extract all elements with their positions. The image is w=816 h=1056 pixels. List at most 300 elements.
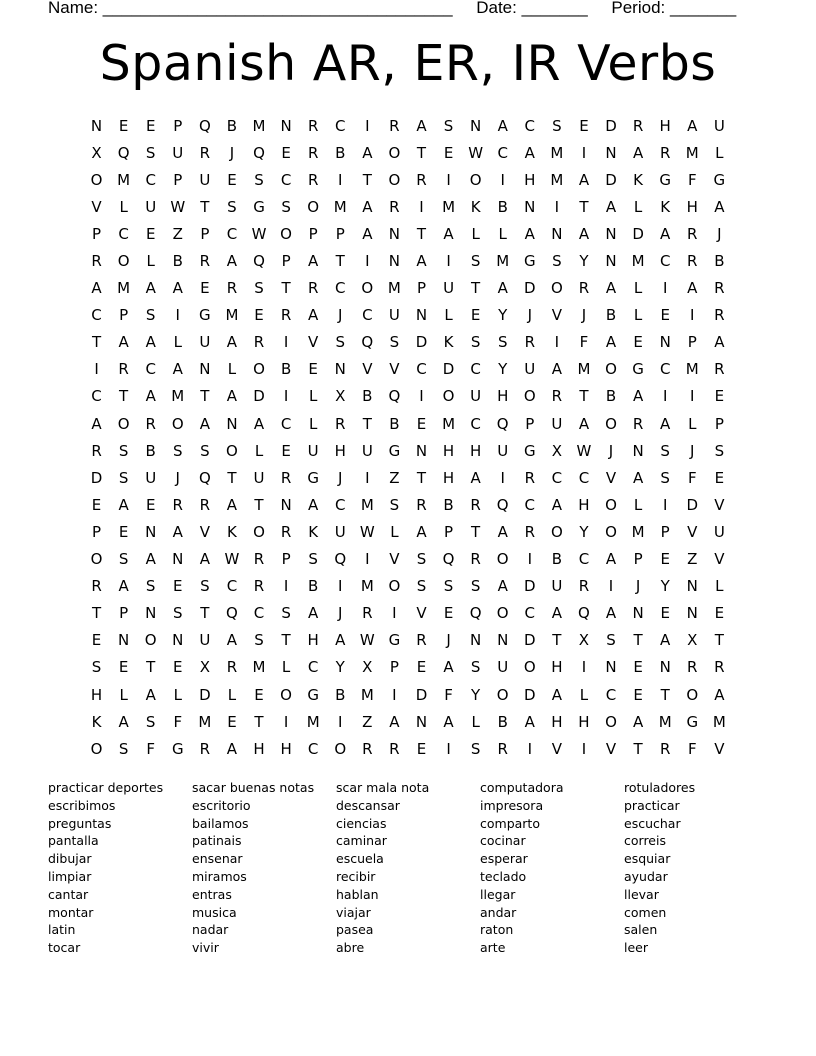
grid-letter: N xyxy=(172,550,184,569)
grid-letter: G xyxy=(307,685,319,704)
word-item: limpiar xyxy=(48,868,92,884)
grid-letter: Q xyxy=(578,604,590,623)
grid-letter: I xyxy=(392,685,397,704)
grid-letter: E xyxy=(416,658,427,677)
grid-letter: T xyxy=(200,387,210,406)
grid-letter: T xyxy=(416,224,427,243)
grid-letter: T xyxy=(119,387,129,406)
grid-letter: I xyxy=(446,170,451,189)
grid-letter: Q xyxy=(198,468,211,487)
grid-letter: R xyxy=(226,658,238,677)
grid-letter: P xyxy=(200,224,210,243)
grid-letter: U xyxy=(334,522,346,541)
grid-letter: A xyxy=(226,333,238,352)
grid-letter: J xyxy=(717,224,722,243)
grid-letter: C xyxy=(551,468,563,487)
grid-letter: A xyxy=(524,224,535,243)
grid-letter: H xyxy=(551,712,563,731)
grid-row xyxy=(83,275,733,302)
word-item: comen xyxy=(624,904,667,920)
grid-letter: Y xyxy=(579,252,589,271)
word-item: practicar xyxy=(624,797,680,813)
grid-letter: R xyxy=(362,604,373,623)
grid-letter: S xyxy=(416,577,427,596)
grid-letter: S xyxy=(606,631,616,650)
grid-letter: A xyxy=(199,414,210,433)
grid-letter: R xyxy=(91,577,102,596)
grid-letter: L xyxy=(173,685,182,704)
grid-letter: A xyxy=(443,224,454,243)
grid-letter: S xyxy=(470,739,481,758)
grid-letter: U xyxy=(172,143,184,162)
grid-letter: X xyxy=(91,143,102,162)
grid-letter: J xyxy=(527,306,532,325)
grid-letter: S xyxy=(660,468,670,487)
grid-letter: R xyxy=(307,279,319,298)
grid-letter: P xyxy=(444,522,454,541)
grid-letter: S xyxy=(281,197,291,216)
grid-row xyxy=(83,193,733,220)
grid-letter: S xyxy=(254,279,264,298)
grid-letter: B xyxy=(280,360,292,379)
grid-letter: S xyxy=(145,577,156,596)
grid-letter: G xyxy=(199,306,211,325)
word-item: correis xyxy=(624,833,666,849)
grid-letter: L xyxy=(471,224,480,243)
grid-row xyxy=(83,627,733,654)
grid-letter: F xyxy=(579,333,589,352)
grid-letter: M xyxy=(360,495,374,514)
grid-letter: C xyxy=(578,468,590,487)
grid-letter: I xyxy=(365,550,370,569)
grid-letter: N xyxy=(605,143,617,162)
grid-letter: B xyxy=(145,441,156,460)
grid-letter: E xyxy=(579,116,589,135)
grid-letter: S xyxy=(118,739,129,758)
grid-letter: S xyxy=(552,252,562,271)
grid-letter: C xyxy=(253,604,265,623)
grid-letter: V xyxy=(714,739,725,758)
word-bank xyxy=(48,779,768,957)
word-item: llegar xyxy=(480,886,516,902)
grid-letter: L xyxy=(633,197,643,216)
grid-letter: B xyxy=(714,252,725,271)
grid-letter: J xyxy=(175,468,180,487)
word-item: entras xyxy=(192,886,232,902)
word-item: musica xyxy=(192,904,237,920)
grid-letter: S xyxy=(173,604,183,623)
grid-letter: X xyxy=(551,441,562,460)
grid-letter: W xyxy=(576,441,592,460)
grid-letter: N xyxy=(415,306,428,325)
grid-letter: E xyxy=(416,739,427,758)
grid-letter: H xyxy=(686,197,698,216)
grid-letter: Z xyxy=(362,712,373,731)
grid-letter: A xyxy=(172,522,183,541)
grid-letter: N xyxy=(415,441,428,460)
grid-letter: C xyxy=(416,360,427,379)
grid-letter: N xyxy=(686,604,698,623)
grid-row xyxy=(83,112,733,139)
grid-letter: P xyxy=(173,116,183,135)
grid-letter: Z xyxy=(389,468,400,487)
word-column xyxy=(192,779,336,957)
grid-letter: N xyxy=(632,604,644,623)
grid-letter: I xyxy=(365,116,370,135)
grid-letter: C xyxy=(524,604,536,623)
grid-letter: R xyxy=(687,224,698,243)
grid-letter: S xyxy=(335,333,345,352)
grid-letter: P xyxy=(119,604,129,623)
grid-letter: G xyxy=(686,712,699,731)
grid-letter: A xyxy=(416,252,427,271)
grid-letter: Q xyxy=(253,252,265,271)
grid-letter: E xyxy=(254,306,264,325)
grid-letter: C xyxy=(307,658,319,677)
grid-letter: U xyxy=(253,468,265,487)
grid-letter: R xyxy=(578,577,590,596)
grid-letter: A xyxy=(660,414,671,433)
grid-letter: S xyxy=(389,333,400,352)
grid-letter: D xyxy=(605,116,617,135)
word-item: miramos xyxy=(192,868,247,884)
grid-letter: R xyxy=(578,279,590,298)
grid-letter: H xyxy=(469,441,482,460)
grid-letter: C xyxy=(497,143,508,162)
grid-letter: M xyxy=(252,658,266,677)
grid-letter: X xyxy=(335,387,346,406)
grid-letter: M xyxy=(685,360,699,379)
grid-row xyxy=(83,139,733,166)
grid-letter: E xyxy=(145,116,156,135)
grid-letter: A xyxy=(660,631,671,650)
grid-letter: O xyxy=(442,387,455,406)
grid-letter: Q xyxy=(253,143,265,162)
grid-letter: D xyxy=(632,224,644,243)
grid-letter: R xyxy=(416,631,427,650)
grid-letter: B xyxy=(605,306,617,325)
grid-letter: T xyxy=(281,279,291,298)
grid-row xyxy=(83,302,733,329)
grid-letter: I xyxy=(662,279,668,298)
grid-letter: J xyxy=(635,577,641,596)
grid-letter: W xyxy=(170,197,186,216)
word-item: comparto xyxy=(480,815,540,831)
grid-letter: P xyxy=(525,414,535,433)
grid-letter: V xyxy=(308,333,319,352)
grid-letter: N xyxy=(415,712,428,731)
grid-letter: I xyxy=(419,387,424,406)
word-column xyxy=(48,779,192,957)
grid-letter: C xyxy=(470,414,481,433)
grid-letter: A xyxy=(632,143,644,162)
grid-letter: O xyxy=(605,522,617,541)
grid-letter: R xyxy=(280,468,292,487)
grid-letter: I xyxy=(581,739,587,758)
grid-letter: N xyxy=(524,197,536,216)
grid-letter: S xyxy=(443,116,454,135)
word-item: ensenar xyxy=(192,851,243,867)
grid-letter: V xyxy=(91,197,102,216)
grid-letter: P xyxy=(660,522,670,541)
grid-letter: A xyxy=(91,279,102,298)
grid-letter: U xyxy=(361,441,373,460)
grid-letter: Q xyxy=(117,143,130,162)
grid-letter: E xyxy=(660,604,670,623)
grid-letter: R xyxy=(280,522,292,541)
grid-letter: I xyxy=(283,387,289,406)
grid-letter: E xyxy=(714,387,725,406)
grid-letter: R xyxy=(91,252,102,271)
grid-letter: B xyxy=(226,116,238,135)
grid-letter: O xyxy=(605,712,617,731)
grid-letter: A xyxy=(551,604,562,623)
grid-letter: T xyxy=(91,604,102,623)
grid-letter: R xyxy=(632,116,644,135)
grid-letter: T xyxy=(362,414,372,433)
grid-letter: S xyxy=(552,116,562,135)
grid-letter: I xyxy=(690,387,695,406)
grid-letter: I xyxy=(527,550,532,569)
word-item: recibir xyxy=(336,868,376,884)
grid-letter: P xyxy=(173,170,183,189)
grid-letter: C xyxy=(91,306,102,325)
grid-letter: H xyxy=(659,116,671,135)
grid-letter: P xyxy=(92,522,102,541)
word-item: llevar xyxy=(624,886,659,902)
grid-letter: R xyxy=(389,739,400,758)
grid-letter: O xyxy=(388,577,401,596)
grid-letter: E xyxy=(308,360,318,379)
grid-row xyxy=(83,735,733,762)
grid-letter: V xyxy=(389,550,400,569)
grid-letter: L xyxy=(146,252,155,271)
grid-letter: O xyxy=(144,631,157,650)
grid-letter: I xyxy=(662,495,668,514)
grid-letter: X xyxy=(199,658,210,677)
grid-letter: K xyxy=(443,333,454,352)
grid-letter: M xyxy=(252,116,266,135)
grid-letter: L xyxy=(119,197,128,216)
grid-letter: J xyxy=(338,468,343,487)
grid-letter: V xyxy=(551,739,562,758)
grid-letter: C xyxy=(145,360,156,379)
grid-letter: L xyxy=(633,306,643,325)
grid-letter: D xyxy=(90,468,103,487)
grid-letter: N xyxy=(118,631,130,650)
word-item: esquiar xyxy=(624,851,671,867)
grid-letter: U xyxy=(199,170,211,189)
grid-letter: H xyxy=(551,658,563,677)
word-column xyxy=(624,779,768,957)
grid-letter: I xyxy=(419,197,424,216)
grid-letter: R xyxy=(416,495,427,514)
grid-letter: S xyxy=(145,306,156,325)
word-item: escuchar xyxy=(624,815,681,831)
grid-letter: S xyxy=(443,577,454,596)
grid-letter: M xyxy=(631,522,645,541)
grid-letter: P xyxy=(687,333,697,352)
grid-letter: F xyxy=(687,739,697,758)
grid-letter: R xyxy=(524,333,535,352)
grid-letter: P xyxy=(92,224,102,243)
grid-letter: A xyxy=(524,712,535,731)
grid-letter: R xyxy=(280,306,292,325)
grid-letter: E xyxy=(227,170,237,189)
grid-letter: B xyxy=(605,387,617,406)
grid-letter: K xyxy=(91,712,102,731)
grid-letter: S xyxy=(416,550,427,569)
grid-letter: J xyxy=(229,143,235,162)
grid-row xyxy=(83,383,733,410)
grid-letter: R xyxy=(253,550,265,569)
grid-letter: O xyxy=(117,252,130,271)
grid-letter: R xyxy=(524,522,535,541)
grid-letter: A xyxy=(497,577,508,596)
grid-letter: B xyxy=(443,495,454,514)
word-item: leer xyxy=(624,940,648,956)
grid-letter: F xyxy=(444,685,453,704)
grid-letter: C xyxy=(118,224,129,243)
grid-letter: E xyxy=(254,685,264,704)
grid-letter: S xyxy=(281,604,291,623)
grid-letter: P xyxy=(308,224,318,243)
grid-letter: D xyxy=(524,577,536,596)
grid-letter: I xyxy=(581,658,587,677)
grid-letter: C xyxy=(470,360,481,379)
grid-letter: P xyxy=(633,550,643,569)
grid-letter: O xyxy=(550,522,563,541)
word-item: descansar xyxy=(336,797,400,813)
grid-letter: I xyxy=(500,170,505,189)
grid-letter: L xyxy=(444,306,453,325)
grid-letter: P xyxy=(335,224,345,243)
grid-letter: Y xyxy=(660,577,670,596)
grid-letter: A xyxy=(578,414,590,433)
grid-letter: A xyxy=(551,495,562,514)
grid-letter: V xyxy=(605,468,617,487)
grid-letter: J xyxy=(338,306,343,325)
grid-letter: J xyxy=(338,604,343,623)
grid-letter: E xyxy=(443,143,454,162)
grid-letter: G xyxy=(523,441,536,460)
grid-letter: I xyxy=(175,306,180,325)
grid-letter: U xyxy=(551,414,563,433)
grid-letter: S xyxy=(254,170,264,189)
grid-letter: T xyxy=(633,631,643,650)
grid-letter: P xyxy=(281,550,291,569)
grid-letter: T xyxy=(633,739,643,758)
grid-letter: M xyxy=(496,252,510,271)
grid-letter: N xyxy=(551,224,563,243)
grid-letter: T xyxy=(200,197,210,216)
grid-letter: A xyxy=(226,631,238,650)
grid-letter: O xyxy=(388,143,401,162)
grid-letter: M xyxy=(117,170,131,189)
grid-letter: T xyxy=(660,685,670,704)
grid-letter: N xyxy=(605,224,617,243)
grid-row xyxy=(83,708,733,735)
grid-letter: L xyxy=(715,143,724,162)
grid-letter: Y xyxy=(498,360,508,379)
grid-letter: X xyxy=(362,658,373,677)
grid-letter: C xyxy=(280,414,292,433)
grid-row xyxy=(83,600,733,627)
grid-letter: T xyxy=(281,631,291,650)
grid-letter: O xyxy=(253,360,265,379)
word-item: cantar xyxy=(48,886,89,902)
grid-letter: M xyxy=(117,279,131,298)
grid-letter: A xyxy=(605,197,617,216)
grid-row xyxy=(83,573,733,600)
grid-letter: I xyxy=(690,306,695,325)
grid-letter: A xyxy=(389,712,400,731)
grid-letter: P xyxy=(714,414,724,433)
grid-letter: E xyxy=(633,685,643,704)
grid-letter: P xyxy=(389,658,399,677)
grid-letter: S xyxy=(118,550,129,569)
grid-letter: L xyxy=(308,387,318,406)
grid-letter: T xyxy=(254,712,264,731)
grid-letter: R xyxy=(659,143,671,162)
grid-letter: D xyxy=(415,685,428,704)
grid-letter: B xyxy=(362,387,373,406)
grid-letter: N xyxy=(199,360,211,379)
grid-letter: B xyxy=(497,712,508,731)
grid-letter: S xyxy=(145,143,156,162)
grid-letter: F xyxy=(687,170,697,189)
grid-letter: Q xyxy=(198,116,211,135)
grid-letter: L xyxy=(688,414,697,433)
grid-letter: G xyxy=(659,170,671,189)
word-item: caminar xyxy=(336,833,387,849)
grid-row xyxy=(83,166,733,193)
grid-letter: L xyxy=(715,577,724,596)
grid-letter: A xyxy=(308,495,319,514)
word-item: teclado xyxy=(480,868,527,884)
grid-letter: N xyxy=(659,658,671,677)
grid-letter: H xyxy=(442,468,455,487)
grid-letter: M xyxy=(333,197,347,216)
grid-letter: F xyxy=(173,712,183,731)
grid-letter: A xyxy=(605,279,617,298)
grid-letter: S xyxy=(227,197,237,216)
grid-letter: A xyxy=(362,197,373,216)
grid-letter: T xyxy=(200,604,210,623)
grid-letter: A xyxy=(335,631,346,650)
word-item: hablan xyxy=(336,886,379,902)
grid-letter: S xyxy=(91,658,102,677)
word-item: pantalla xyxy=(48,833,99,849)
grid-letter: T xyxy=(146,658,156,677)
grid-row xyxy=(83,491,733,518)
grid-letter: A xyxy=(145,685,156,704)
grid-letter: S xyxy=(389,495,400,514)
grid-letter: M xyxy=(306,712,320,731)
grid-letter: T xyxy=(471,522,481,541)
grid-letter: O xyxy=(496,550,509,569)
grid-letter: B xyxy=(172,252,183,271)
grid-letter: R xyxy=(551,387,563,406)
grid-letter: A xyxy=(226,252,238,271)
grid-letter: O xyxy=(361,279,374,298)
grid-letter: A xyxy=(578,170,590,189)
grid-letter: J xyxy=(581,306,587,325)
word-item: salen xyxy=(624,922,658,938)
grid-letter: Y xyxy=(471,685,481,704)
grid-letter: O xyxy=(90,170,103,189)
grid-letter: V xyxy=(389,360,400,379)
